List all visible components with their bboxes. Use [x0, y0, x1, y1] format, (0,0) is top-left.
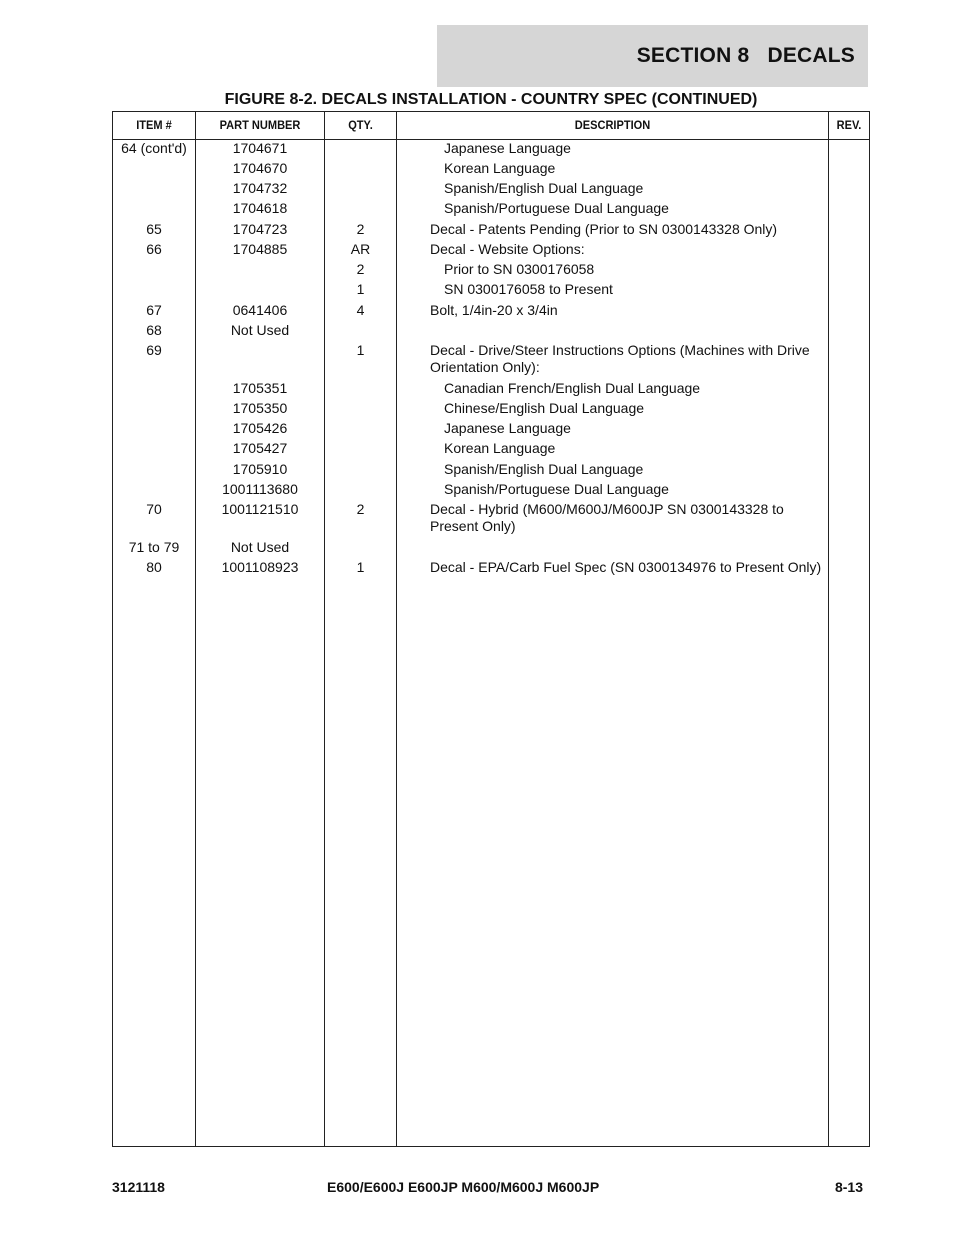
qty-cell: 1	[356, 559, 365, 575]
part-number-cell: 1704618	[232, 200, 288, 216]
description-cell: Bolt, 1/4in-20 x 3/4in	[430, 302, 558, 318]
part-number-cell: Not Used	[230, 322, 290, 338]
qty-cell: 1	[356, 342, 365, 358]
figure-title: FIGURE 8-2. DECALS INSTALLATION - COUNTRY SPEC (CONTINUED)	[224, 91, 758, 108]
section-banner	[437, 25, 868, 87]
item-cell: 65	[146, 221, 162, 237]
column-header-qty: QTY.	[348, 118, 373, 132]
description-cell: Japanese Language	[444, 420, 571, 436]
description-cell: Japanese Language	[444, 140, 571, 156]
description-cell: Korean Language	[444, 440, 556, 456]
description-cell: Decal - Patents Pending (Prior to SN 0300143328 Only)	[430, 221, 778, 237]
part-number-cell: 1705910	[232, 461, 288, 477]
description-cell: Prior to SN 0300176058	[444, 261, 595, 277]
part-number-cell: 1001121510	[221, 501, 299, 517]
description-cell: Spanish/Portuguese Dual Language	[444, 481, 669, 497]
description-cell: Spanish/Portuguese Dual Language	[444, 200, 669, 216]
qty-cell: AR	[350, 241, 371, 257]
model-list: E600/E600J E600JP M600/M600J M600JP	[327, 1179, 600, 1195]
part-number-cell: 1705350	[232, 400, 288, 416]
part-number-cell: 1001113680	[222, 481, 298, 497]
column-divider	[396, 112, 397, 1146]
column-header-description: DESCRIPTION	[574, 118, 651, 132]
description-cell: SN 0300176058 to Present	[444, 281, 613, 297]
description-cell: Canadian French/English Dual Language	[444, 380, 701, 396]
part-number-cell: 1705427	[232, 440, 288, 456]
column-header-item: ITEM #	[136, 118, 172, 132]
part-number-cell: 1705426	[232, 420, 288, 436]
description-cell: Korean Language	[444, 160, 556, 176]
item-cell: 80	[146, 559, 162, 575]
description-cell: Spanish/English Dual Language	[444, 180, 644, 196]
item-cell: 68	[146, 322, 162, 338]
item-cell: 67	[146, 302, 162, 318]
description-cell: Chinese/English Dual Language	[444, 400, 645, 416]
qty-cell: 2	[356, 261, 365, 277]
description-cell: Decal - Website Options:	[430, 241, 585, 257]
column-header-rev: REV.	[836, 118, 862, 132]
part-number-cell: 0641406	[232, 302, 288, 318]
column-divider	[195, 112, 196, 1146]
part-number-cell: 1704671	[232, 140, 288, 156]
part-number-cell: 1001108923	[221, 559, 299, 575]
document-number: 3121118	[112, 1179, 165, 1195]
part-number-cell: 1704723	[232, 221, 288, 237]
qty-cell: 2	[356, 221, 365, 237]
item-cell: 70	[146, 501, 162, 517]
qty-cell: 4	[356, 302, 365, 318]
section-title: SECTION 8 DECALS	[636, 44, 855, 67]
item-cell: 69	[146, 342, 162, 358]
part-number-cell: 1704732	[232, 180, 288, 196]
item-cell: 71 to 79	[128, 539, 180, 555]
qty-cell: 2	[356, 501, 365, 517]
qty-cell: 1	[356, 281, 365, 297]
description-cell: Decal - Drive/Steer Instructions Options (Machines with Drive Orientation Only):	[430, 342, 810, 375]
description-cell: Spanish/English Dual Language	[444, 461, 644, 477]
column-header-part-number: PART NUMBER	[219, 118, 301, 132]
part-number-cell: 1704670	[232, 160, 288, 176]
part-number-cell: Not Used	[230, 539, 290, 555]
item-cell: 64 (cont'd)	[121, 140, 187, 156]
description-cell: Decal - Hybrid (M600/M600J/M600JP SN 0300143328 to Present Only)	[430, 501, 784, 534]
part-number-cell: 1704885	[232, 241, 288, 257]
page-number: 8-13	[834, 1179, 863, 1195]
part-number-cell: 1705351	[232, 380, 288, 396]
description-cell: Decal - EPA/Carb Fuel Spec (SN 0300134976 to Present Only)	[430, 559, 822, 575]
parts-table	[112, 111, 870, 1147]
item-cell: 66	[146, 241, 162, 257]
